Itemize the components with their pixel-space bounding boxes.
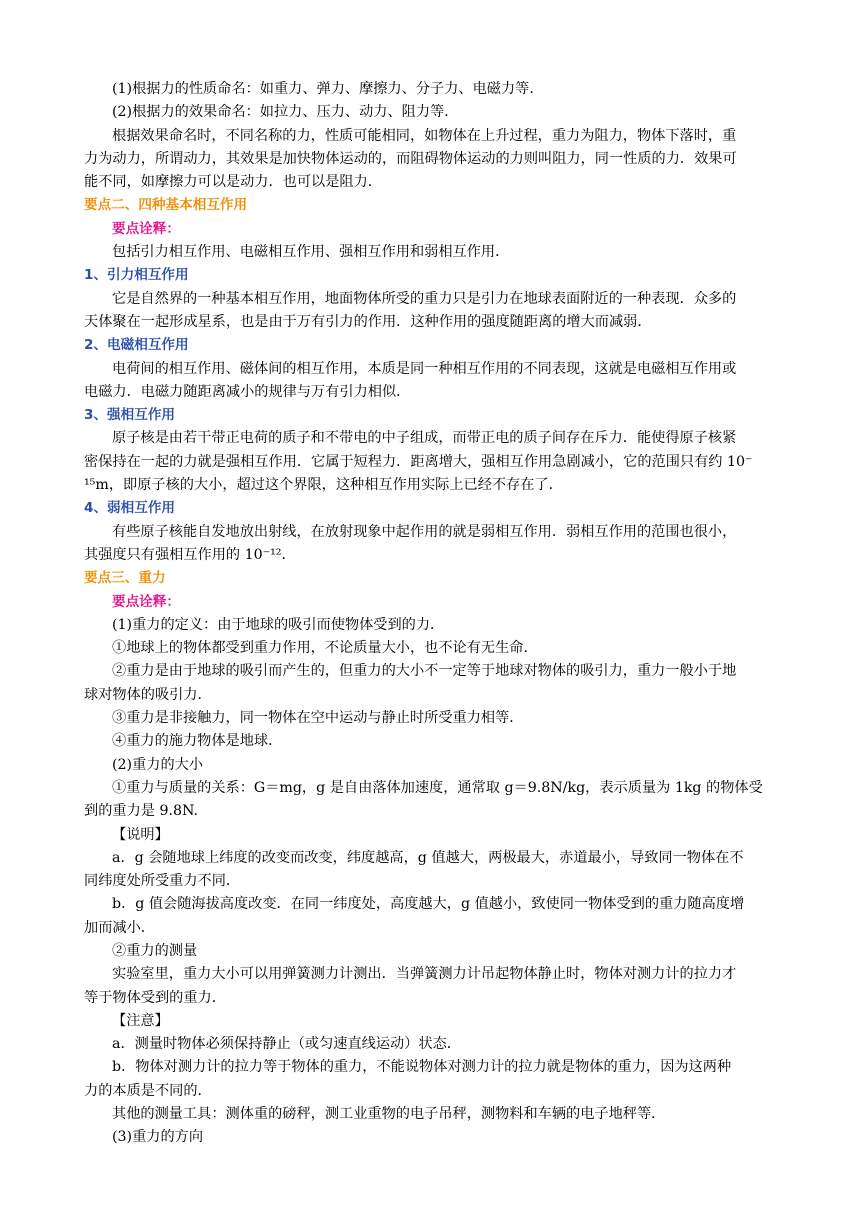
paragraph-line: 能不同，如摩擦力可以是动力．也可以是阻力． — [84, 174, 382, 191]
subsection-heading: 1、引力相互作用 — [84, 267, 189, 284]
paragraph-line: 加而减小． — [84, 919, 155, 936]
paragraph-line: ¹⁵m，即原子核的大小，超过这个界限，这种相互作用实际上已经不存在了． — [84, 477, 563, 494]
paragraph-line: 电磁力．电磁力随距离减小的规律与万有引力相似． — [84, 383, 411, 400]
paragraph-line: 同纬度处所受重力不同． — [84, 873, 241, 890]
key-points-label: 要点诠释： — [112, 220, 180, 237]
paragraph-line: 球对物体的吸引力． — [84, 686, 212, 703]
paragraph-line: 【注意】 — [112, 1012, 169, 1029]
subsection-heading: 3、强相互作用 — [84, 407, 176, 424]
paragraph-line: 电荷间的相互作用、磁体间的相互作用，本质是同一种相互作用的不同表现，这就是电磁相互作用或 — [112, 360, 737, 377]
section-heading: 要点三、重力 — [84, 570, 166, 587]
paragraph-line: ③重力是非接触力，同一物体在空中运动与静止时所受重力相等． — [112, 710, 524, 727]
section-heading: 要点二、四种基本相互作用 — [84, 197, 248, 214]
paragraph-line: 到的重力是 9.8N. — [84, 803, 199, 820]
paragraph-line: a．测量时物体必须保持静止（或匀速直线运动）状态． — [112, 1036, 461, 1053]
paragraph-line: 包括引力相互作用、电磁相互作用、强相互作用和弱相互作用． — [112, 244, 510, 261]
paragraph-line: 力的本质是不同的． — [84, 1082, 212, 1099]
paragraph-line: (1)根据力的性质命名：如重力、弹力、摩擦力、分子力、电磁力等． — [112, 81, 544, 97]
paragraph-line: 力为动力，所谓动力，其效果是加快物体运动的，而阻碍物体运动的力则叫阻力，同一性质的力．效果可 — [84, 150, 737, 167]
paragraph-line: ①重力与质量的关系：G＝mg，g 是自由落体加速度，通常取 g＝9.8N/kg，表示质量为 1kg 的物体受 — [112, 779, 763, 796]
paragraph-line: (2)重力的大小 — [112, 756, 204, 773]
paragraph-line: 密保持在一起的力就是强相互作用．它属于短程力．距离增大，强相互作用急剧减小，它的范围只有约 10⁻ — [84, 453, 753, 470]
paragraph-line: 有些原子核能自发地放出射线，在放射现象中起作用的就是弱相互作用．弱相互作用的范围也很小， — [112, 523, 737, 540]
paragraph-line: 等于物体受到的重力． — [84, 989, 226, 1006]
key-points-label: 要点诠释： — [112, 593, 180, 610]
paragraph-line: ②重力的测量 — [112, 942, 198, 959]
paragraph-line: 其强度只有强相互作用的 10⁻¹²． — [84, 546, 296, 563]
paragraph-line: 【说明】 — [112, 826, 169, 843]
paragraph-line: a．g 会随地球上纬度的改变而改变，纬度越高，g 值越大，两极最大，赤道最小，导致同一物体在不 — [112, 849, 744, 866]
paragraph-line: 实验室里，重力大小可以用弹簧测力计测出．当弹簧测力计吊起物体静止时，物体对测力计的拉力才 — [112, 966, 737, 983]
subsection-heading: 4、弱相互作用 — [84, 500, 176, 517]
paragraph-line: 根据效果命名时，不同名称的力，性质可能相同，如物体在上升过程，重力为阻力，物体下落时，重 — [112, 127, 737, 144]
paragraph-line: 其他的测量工具：测体重的磅秤，测工业重物的电子吊秤，测物料和车辆的电子地秤等． — [112, 1106, 666, 1123]
paragraph-line: (1)重力的定义：由于地球的吸引而使物体受到的力． — [112, 616, 445, 633]
document-page — [84, 78, 782, 1150]
paragraph-line: ②重力是由于地球的吸引而产生的，但重力的大小不一定等于地球对物体的吸引力，重力一般小于地 — [112, 663, 737, 680]
paragraph-line: 原子核是由若干带正电荷的质子和不带电的中子组成，而带正电的质子间存在斥力．能使得原子核紧 — [112, 430, 737, 447]
paragraph-line: b．g 值会随海拔高度改变．在同一纬度处，高度越大，g 值越小，致使同一物体受到的重力随高度增 — [112, 896, 745, 913]
paragraph-line: ④重力的施力物体是地球． — [112, 733, 283, 750]
subsection-heading: 2、电磁相互作用 — [84, 337, 189, 354]
paragraph-line: (3)重力的方向 — [112, 1129, 204, 1146]
paragraph-line: 天体聚在一起形成星系，也是由于万有引力的作用．这种作用的强度随距离的增大而减弱． — [84, 313, 652, 330]
paragraph-line: (2)根据力的效果命名：如拉力、压力、动力、阻力等． — [112, 104, 459, 121]
paragraph-line: b．物体对测力计的拉力等于物体的重力，不能说物体对测力计的拉力就是物体的重力，因为这两种 — [112, 1059, 732, 1076]
paragraph-line: 它是自然界的一种基本相互作用，地面物体所受的重力只是引力在地球表面附近的一种表现．众多的 — [112, 290, 737, 307]
paragraph-line: ①地球上的物体都受到重力作用，不论质量大小，也不论有无生命． — [112, 640, 538, 657]
